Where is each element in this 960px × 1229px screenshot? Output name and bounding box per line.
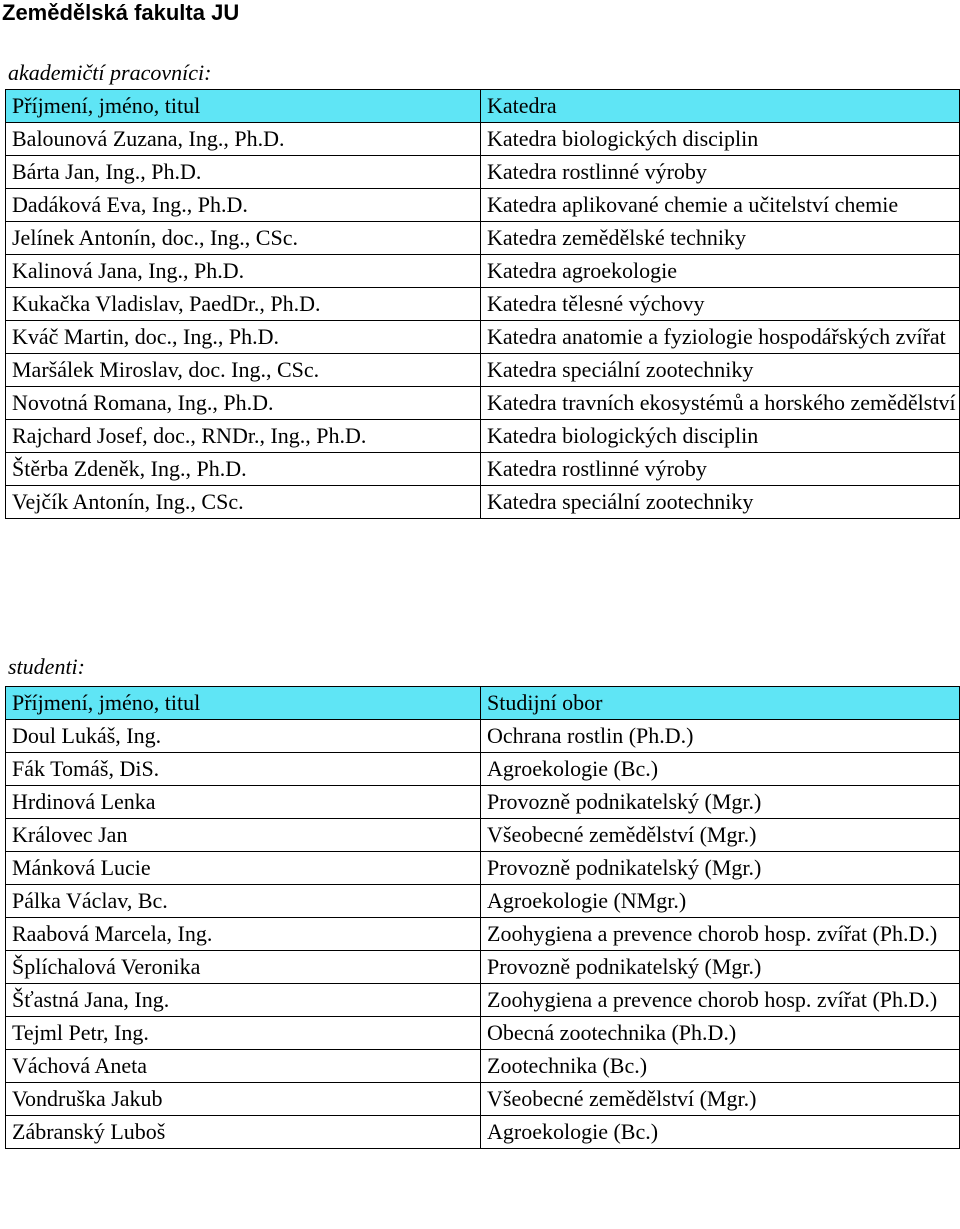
- student-name-cell: Vondruška Jakub: [6, 1083, 481, 1116]
- page-title: Zemědělská fakulta JU: [2, 0, 240, 25]
- header-department-column: Katedra: [481, 90, 960, 123]
- academic-header-row: [6, 90, 960, 123]
- table-row: [6, 189, 960, 222]
- study-field-cell: Provozně podnikatelský (Mgr.): [481, 786, 960, 819]
- academic-staff-table-body: [6, 90, 960, 519]
- staff-name-cell: Kalinová Jana, Ing., Ph.D.: [6, 255, 481, 288]
- student-name-cell: Královec Jan: [6, 819, 481, 852]
- staff-name-cell: Maršálek Miroslav, doc. Ing., CSc.: [6, 354, 481, 387]
- study-field-cell: Všeobecné zemědělství (Mgr.): [481, 1083, 960, 1116]
- student-name-cell: Váchová Aneta: [6, 1050, 481, 1083]
- study-field-cell: Ochrana rostlin (Ph.D.): [481, 720, 960, 753]
- table-row: [6, 354, 960, 387]
- student-name-cell: Tejml Petr, Ing.: [6, 1017, 481, 1050]
- staff-name-cell: Bárta Jan, Ing., Ph.D.: [6, 156, 481, 189]
- study-field-cell: Provozně podnikatelský (Mgr.): [481, 951, 960, 984]
- table-row: [6, 819, 960, 852]
- table-row: [6, 1050, 960, 1083]
- study-field-cell: Zootechnika (Bc.): [481, 1050, 960, 1083]
- department-cell: Katedra aplikované chemie a učitelství chemie: [481, 189, 960, 222]
- study-field-cell: Zoohygiena a prevence chorob hosp. zvířat (Ph.D.): [481, 984, 960, 1017]
- table-row: [6, 753, 960, 786]
- department-cell: Katedra anatomie a fyziologie hospodářských zvířat: [481, 321, 960, 354]
- student-name-cell: Pálka Václav, Bc.: [6, 885, 481, 918]
- staff-name-cell: Jelínek Antonín, doc., Ing., CSc.: [6, 222, 481, 255]
- study-field-cell: Provozně podnikatelský (Mgr.): [481, 852, 960, 885]
- students-header-row: [6, 687, 960, 720]
- table-row: [6, 222, 960, 255]
- staff-name-cell: Vejčík Antonín, Ing., CSc.: [6, 486, 481, 519]
- student-name-cell: Hrdinová Lenka: [6, 786, 481, 819]
- study-field-cell: Agroekologie (Bc.): [481, 1116, 960, 1149]
- students-section-label: studenti:: [8, 654, 85, 679]
- staff-name-cell: Novotná Romana, Ing., Ph.D.: [6, 387, 481, 420]
- table-row: [6, 918, 960, 951]
- table-row: [6, 720, 960, 753]
- table-row: [6, 486, 960, 519]
- table-row: [6, 288, 960, 321]
- table-row: [6, 420, 960, 453]
- department-cell: Katedra tělesné výchovy: [481, 288, 960, 321]
- header-name-column: Příjmení, jméno, titul: [6, 687, 481, 720]
- student-name-cell: Šplíchalová Veronika: [6, 951, 481, 984]
- study-field-cell: Agroekologie (NMgr.): [481, 885, 960, 918]
- table-row: [6, 852, 960, 885]
- students-table: [5, 686, 960, 1149]
- staff-name-cell: Rajchard Josef, doc., RNDr., Ing., Ph.D.: [6, 420, 481, 453]
- table-row: [6, 885, 960, 918]
- table-row: [6, 1116, 960, 1149]
- department-cell: Katedra agroekologie: [481, 255, 960, 288]
- student-name-cell: Zábranský Luboš: [6, 1116, 481, 1149]
- student-name-cell: Mánková Lucie: [6, 852, 481, 885]
- department-cell: Katedra speciální zootechniky: [481, 354, 960, 387]
- table-row: [6, 1017, 960, 1050]
- academic-section-label: akademičtí pracovníci:: [8, 60, 212, 85]
- table-row: [6, 387, 960, 420]
- department-cell: Katedra speciální zootechniky: [481, 486, 960, 519]
- staff-name-cell: Kukačka Vladislav, PaedDr., Ph.D.: [6, 288, 481, 321]
- study-field-cell: Agroekologie (Bc.): [481, 753, 960, 786]
- table-row: [6, 453, 960, 486]
- staff-name-cell: Kváč Martin, doc., Ing., Ph.D.: [6, 321, 481, 354]
- study-field-cell: Všeobecné zemědělství (Mgr.): [481, 819, 960, 852]
- department-cell: Katedra zemědělské techniky: [481, 222, 960, 255]
- academic-staff-table: [5, 89, 960, 519]
- header-name-column: Příjmení, jméno, titul: [6, 90, 481, 123]
- staff-name-cell: Štěrba Zdeněk, Ing., Ph.D.: [6, 453, 481, 486]
- table-row: [6, 321, 960, 354]
- staff-name-cell: Balounová Zuzana, Ing., Ph.D.: [6, 123, 481, 156]
- study-field-cell: Zoohygiena a prevence chorob hosp. zvířat (Ph.D.): [481, 918, 960, 951]
- table-row: [6, 984, 960, 1017]
- department-cell: Katedra rostlinné výroby: [481, 453, 960, 486]
- student-name-cell: Raabová Marcela, Ing.: [6, 918, 481, 951]
- department-cell: Katedra biologických disciplin: [481, 420, 960, 453]
- header-study-field-column: Studijní obor: [481, 687, 960, 720]
- department-cell: Katedra rostlinné výroby: [481, 156, 960, 189]
- study-field-cell: Obecná zootechnika (Ph.D.): [481, 1017, 960, 1050]
- student-name-cell: Doul Lukáš, Ing.: [6, 720, 481, 753]
- table-row: [6, 951, 960, 984]
- staff-name-cell: Dadáková Eva, Ing., Ph.D.: [6, 189, 481, 222]
- students-table-body: [6, 687, 960, 1149]
- student-name-cell: Fák Tomáš, DiS.: [6, 753, 481, 786]
- table-row: [6, 123, 960, 156]
- student-name-cell: Šťastná Jana, Ing.: [6, 984, 481, 1017]
- table-row: [6, 786, 960, 819]
- table-row: [6, 1083, 960, 1116]
- department-cell: Katedra biologických disciplin: [481, 123, 960, 156]
- table-row: [6, 156, 960, 189]
- table-row: [6, 255, 960, 288]
- department-cell: Katedra travních ekosystémů a horského zemědělství: [481, 387, 960, 420]
